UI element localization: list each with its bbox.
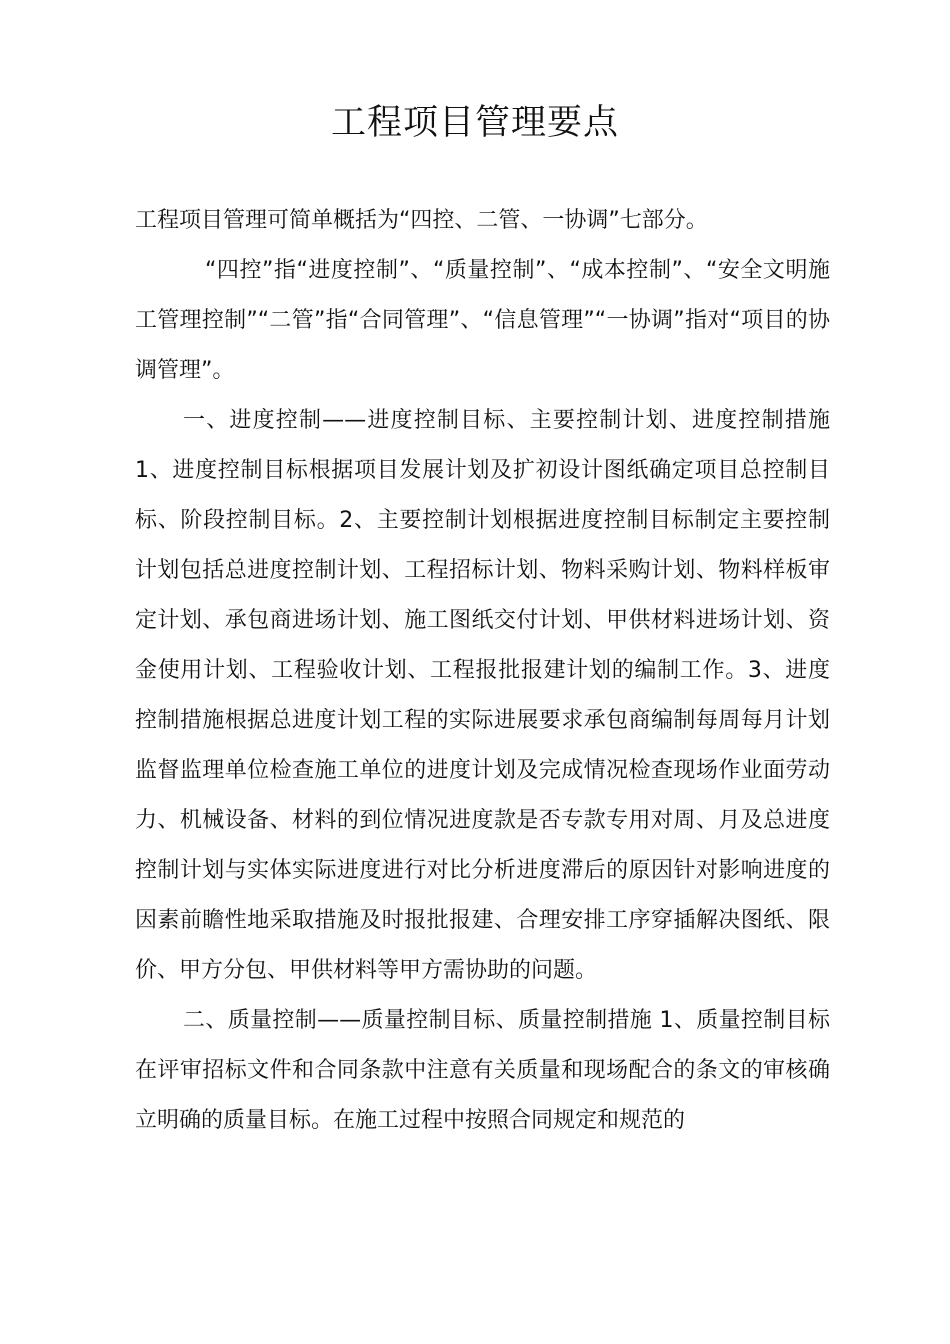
schedule-control-paragraph: 一、进度控制——进度控制目标、主要控制计划、进度控制措施 1、进度控制目标根据项目发展计划及扩初设计图纸确定项目总控制目标、阶段控制目标。2、主要控制计划根据进度控制目标制定主要控制计划包括总进度控制计划、工程招标计划、物料采购计划、物料样板审定计划、承包商进场计划、施工图纸交付计划、甲供材料进场计划、资金使用计划、工程验收计划、工程报批报建计划的编制工作。3、进度控制措施根据总进度计划工程的实际进展要求承包商编制每周每月计划监督监理单位检查施工单位的进度计划及完成情况检查现场作业面劳动力、机械设备、材料的到位情况进度款是否专款专用对周、月及总进度控制计划与实体实际进度进行对比分析进度滞后的原因针对影响进度的因素前瞻性地采取措施及时报批报建、合理安排工序穿插解决图纸、限价、甲方分包、甲供材料等甲方需协助的问题。 [135,408,830,983]
document-body [135,196,830,1146]
quality-control-paragraph: 二、质量控制——质量控制目标、质量控制措施 1、质量控制目标在评审招标文件和合同条款中注意有关质量和现场配合的条文的审核确立明确的质量目标。在施工过程中按照合同规定和规范的 [135,1008,830,1133]
intro-paragraph: 工程项目管理可简单概括为“四控、二管、一协调”七部分。 [135,208,708,233]
definition-paragraph: “四控”指“进度控制”、“质量控制”、“成本控制”、“安全文明施工管理控制”“二管”指“合同管理”、“信息管理”“一协调”指对“项目的协调管理”。 [135,258,830,383]
document-title: 工程项目管理要点 [330,103,619,143]
